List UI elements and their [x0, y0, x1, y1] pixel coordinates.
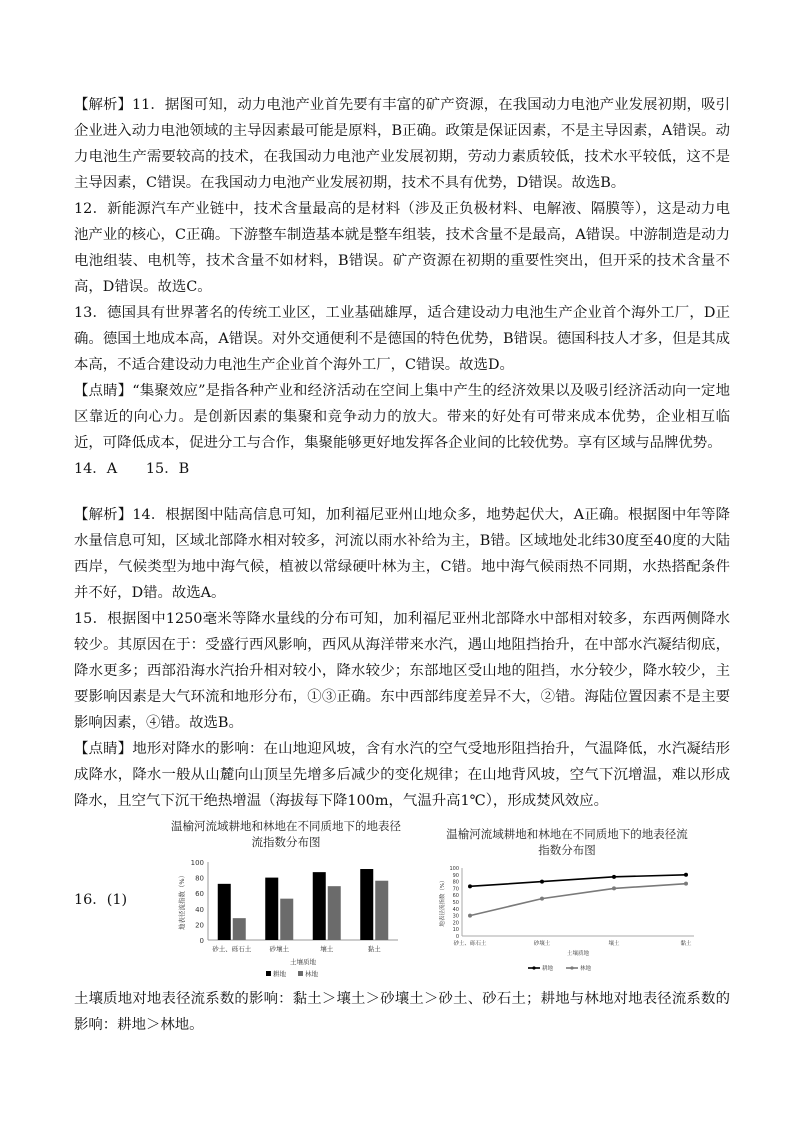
paragraph-text: 15．根据图中1250毫米等降水量线的分布可知，加利福尼亚州北部降水中部相对较多，东西两侧降水较少。其原因在于：受盛行西风影响，西风从海洋带来水汽，遇山地阻挡抬升，在中部水汽凝结彻底，降水更多；西部沿海水汽抬升相对较小，降水较少；东部地区受山地的阻挡，水分较少，降水较少，主要影响因素是大气环流和地形分布，①③正确。东中西部纬度差异不大，②错。海陆位置因素不是主要影响因素，④错。故选B。: [74, 611, 730, 731]
x-tick-label: 壤土: [320, 945, 334, 953]
line-chart-svg: [432, 826, 702, 976]
legend-label: 耕地: [273, 970, 286, 978]
data-point-林地: [612, 886, 616, 890]
data-point-耕地: [468, 884, 472, 888]
x-tick-label: 砂壤土: [533, 941, 551, 947]
y-tick-label: 10: [452, 927, 459, 934]
document-page: [74, 92, 730, 1038]
x-axis-label: 土壤质地: [290, 958, 316, 966]
y-tick-label: 0: [199, 937, 204, 945]
data-point-耕地: [684, 873, 688, 877]
y-tick-label: 100: [190, 859, 204, 867]
data-point-林地: [468, 914, 472, 918]
spacer: [74, 482, 730, 502]
x-tick-label: 砂土、砾石土: [453, 941, 487, 947]
bar-耕地: [218, 884, 231, 940]
bar-chart-title: 温榆河流域耕地和林地在不同质地下的地表径流指数分布图: [171, 819, 401, 849]
data-point-耕地: [612, 875, 616, 879]
x-tick-label: 砂土、砾石土: [212, 945, 252, 953]
question-16-label: 16．(1): [74, 892, 128, 908]
analysis-block-11-13: [74, 92, 730, 456]
legend-swatch-耕地: [266, 971, 271, 976]
bar-耕地: [360, 869, 373, 940]
y-tick-label: 20: [195, 921, 204, 930]
y-tick-label: 0: [455, 934, 459, 940]
y-tick-label: 100: [449, 866, 459, 872]
paragraphs-paragraph: [74, 196, 730, 300]
section-tag: 【解析】: [74, 97, 132, 113]
bar-林地: [233, 918, 246, 940]
question-16-figure-row: [74, 818, 730, 978]
bar-耕地: [265, 878, 278, 940]
legend-swatch-林地: [298, 971, 303, 976]
paragraphs2-paragraph: [74, 736, 730, 814]
line-chart: [432, 826, 702, 976]
section-tag: 【点睛】: [74, 741, 133, 757]
y-axis-label: 地表径流指数（%）: [440, 877, 446, 927]
answers-14-15: 14．A 15．B: [74, 461, 190, 477]
y-tick-label: 20: [452, 920, 459, 927]
paragraphs-paragraph: [74, 378, 730, 456]
paragraphs2-paragraph: [74, 606, 730, 736]
y-tick-label: 90: [452, 872, 459, 879]
section-tag: 【解析】: [74, 507, 133, 523]
paragraph-text: 地形对降水的影响：在山地迎风坡，含有水汽的空气受地形阻挡抬升，气温降低，水汽凝结形成降水，降水一般从山麓向山顶呈先增多后减少的变化规律；在山地背风坡，空气下沉增温，难以形成降水，且空气下沉干绝热增温（海拔每下降100m，气温升高1℃），形成焚风效应。: [74, 741, 730, 809]
y-axis-label: 地表径流指数（%）: [178, 871, 186, 931]
x-tick-label: 壤土: [608, 941, 620, 947]
legend-marker-林地: [570, 966, 573, 969]
bar-林地: [375, 881, 388, 940]
paragraph-text: 12．新能源汽车产业链中，技术含量最高的是材料（涉及正负极材料、电解液、隔膜等），这是动力电池产业的核心，C正确。下游整车制造基本就是整车组装，技术含量不是最高，A错误。中游制造是动力电池组装、电机等，技术含量不如材料，B错误。矿产资源在初期的重要性突出，但开采的技术含量不高，D错误。故选C。: [74, 201, 730, 295]
x-tick-label: 砂壤土: [269, 945, 289, 953]
x-tick-label: 黏土: [680, 941, 692, 947]
series-line-耕地: [470, 875, 686, 887]
paragraphs-paragraph: [74, 300, 730, 378]
y-tick-label: 30: [452, 913, 459, 920]
x-tick-label: 黏土: [367, 945, 381, 953]
legend-label: 林地: [580, 966, 592, 972]
x-axis-label: 土壤质地: [566, 951, 590, 957]
bar-林地: [280, 899, 293, 940]
data-point-耕地: [540, 880, 544, 884]
paragraphs2-paragraph: [74, 502, 730, 606]
question-16-answer: 土壤质地对地表径流系数的影响：黏土＞壤土＞砂壤土＞砂土、砂石土；耕地与林地对地表径流系数的影响：耕地＞林地。: [74, 991, 730, 1033]
line-chart-title: 温榆河流域耕地和林地在不同质地下的地表径流指数分布图: [446, 827, 688, 857]
legend-marker-耕地: [532, 966, 535, 969]
legend-label: 耕地: [542, 966, 554, 972]
bar-chart: [166, 818, 406, 980]
y-tick-label: 60: [452, 893, 459, 900]
bar-耕地: [313, 872, 326, 940]
legend-label: 林地: [305, 970, 318, 978]
data-point-林地: [684, 882, 688, 886]
y-tick-label: 40: [452, 906, 459, 913]
y-tick-label: 70: [452, 886, 459, 893]
paragraph-text: 13．德国具有世界著名的传统工业区，工业基础雄厚，适合建设动力电池生产企业首个海外工厂，D正确。德国土地成本高，A错误。对外交通便利不是德国的特色优势，B错误。德国科技人才多，但是其成本高，不适合建设动力电池生产企业首个海外工厂，C错误。故选D。: [74, 305, 730, 373]
paragraph-text: “集聚效应”是指各种产业和经济活动在空间上集中产生的经济效果以及吸引经济活动向一定地区靠近的向心力。是创新因素的集聚和竞争动力的放大。带来的好处有可带来成本优势，企业相互临近，可降低成本，促进分工与合作，集聚能够更好地发挥各企业间的比较优势。享有区域与品牌优势。: [74, 383, 730, 451]
section-tag: 【点睛】: [74, 383, 133, 399]
y-tick-label: 80: [452, 879, 459, 886]
bar-林地: [328, 886, 341, 940]
data-point-林地: [540, 897, 544, 901]
paragraph-text: 14．根据图中陆高信息可知，加利福尼亚州山地众多，地势起伏大，A正确。根据图中年等降水量信息可知，区域北部降水相对较多，河流以雨水补给为主，B错。区域地处北纬30度至40度的大陆西岸，气候类型为地中海气候，植被以常绿硬叶林为主，C错。地中海气候雨热不同期，水热搭配条件并不好，D错。故选A。: [74, 507, 730, 601]
analysis-block-14-15: [74, 502, 730, 814]
series-line-林地: [470, 884, 686, 916]
bar-chart-svg: [166, 818, 406, 980]
y-tick-label: 60: [195, 890, 204, 899]
y-tick-label: 80: [195, 874, 204, 883]
paragraph-text: 11．据图可知，动力电池产业首先要有丰富的矿产资源，在我国动力电池产业发展初期，吸引企业进入动力电池领域的主导因素最可能是原料，B正确。政策是保证因素，不是主导因素，A错误。动力电池生产需要较高的技术，在我国动力电池产业发展初期，劳动力素质较低，技术水平较低，这不是主导因素，C错误。在我国动力电池产业发展初期，技术不具有优势，D错误。故选B。: [74, 97, 730, 191]
paragraphs-paragraph: [74, 92, 730, 196]
y-tick-label: 50: [452, 900, 459, 906]
y-tick-label: 40: [195, 905, 204, 914]
